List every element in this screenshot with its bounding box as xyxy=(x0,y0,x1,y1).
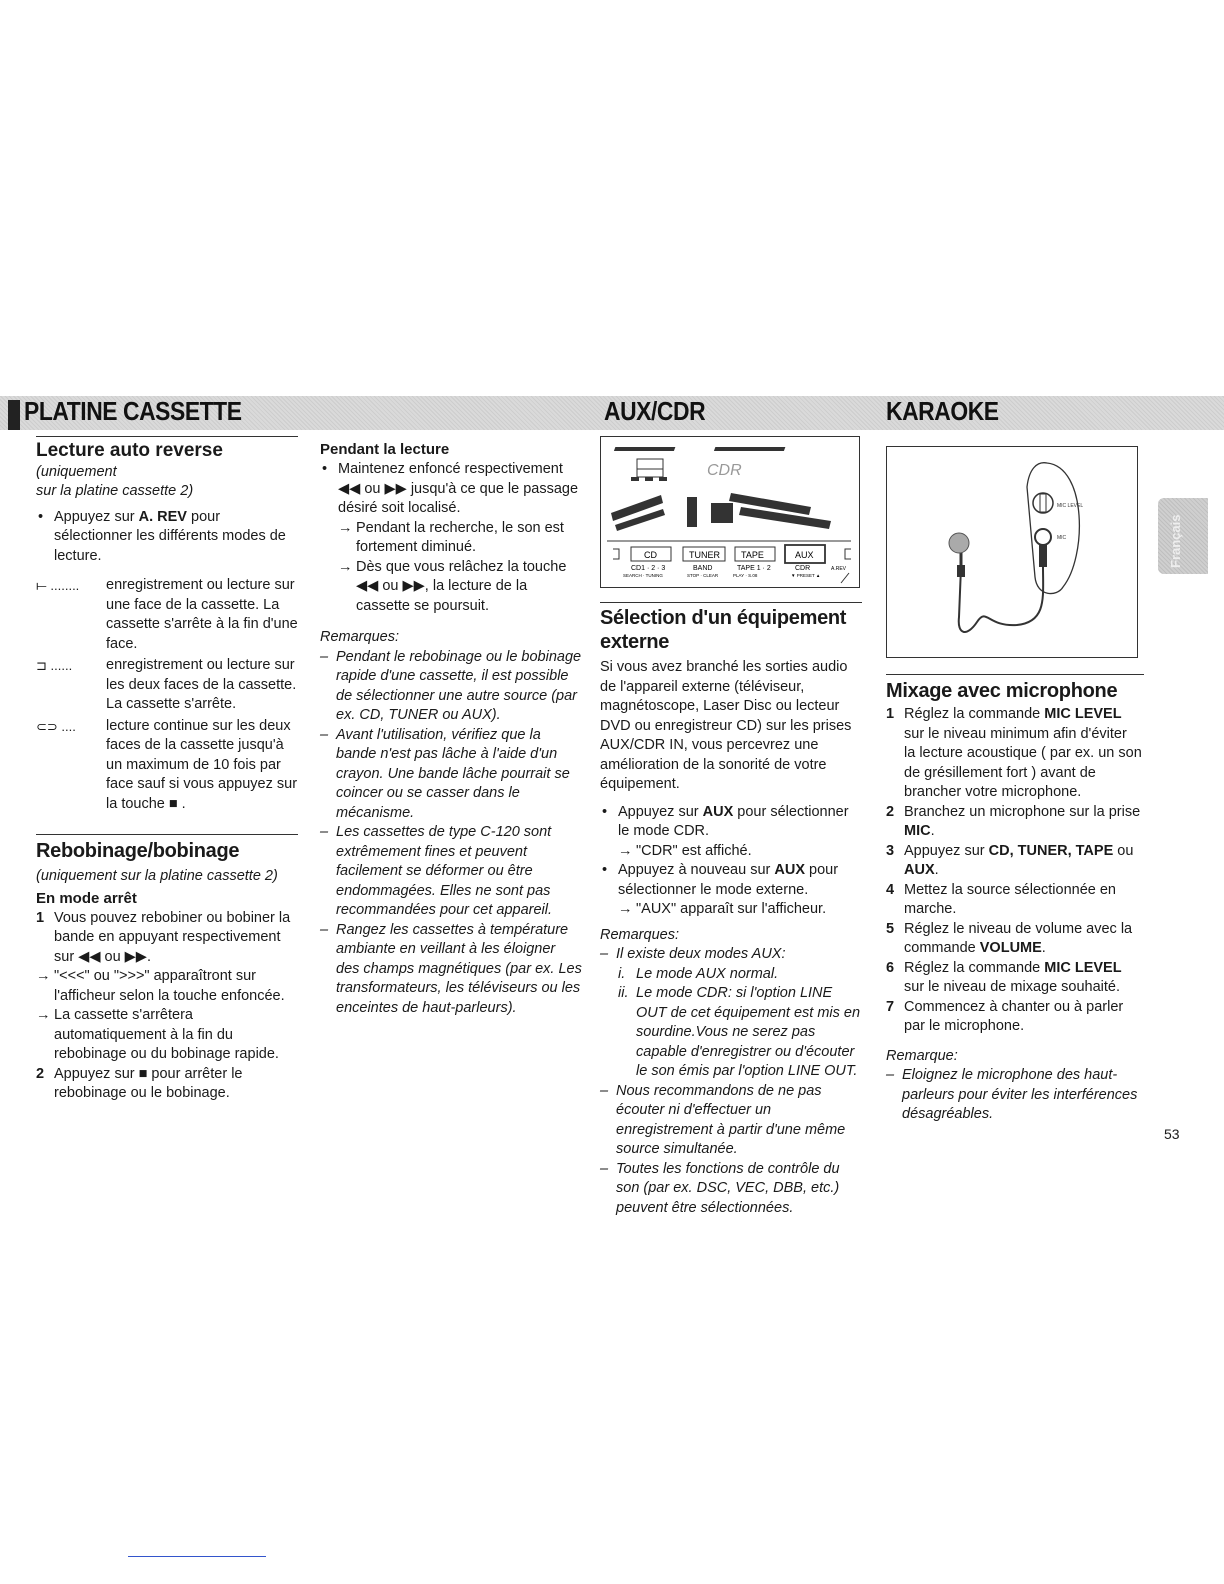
language-tab xyxy=(1158,498,1208,574)
list-item: • Maintenez enfoncé respectivement ◀◀ ou ▶▶ jusqu'à ce que le passage désiré soit localisé. xyxy=(320,460,582,519)
microphone-head-icon xyxy=(949,533,969,553)
list-item: 1 Vous pouvez rebobiner ou bobiner la bande en appuyant respectivement sur ◀◀ ou ▶▶. xyxy=(36,909,291,965)
list-item: – Les cassettes de type C-120 sont extrêmement fines et peuvent facilement se déformer ou être endommagées. Elles ne sont pas recommandées pour cet appareil. xyxy=(320,823,582,921)
display-illustration xyxy=(600,436,860,588)
external-intro: Si vous avez branché les sorties audio de l'appareil externe (téléviseur, magnétoscope, Laser Disc ou lecteur DVD ou enregistreur CD) sur les prises AUX/CDR IN, vous percevrez une amélioration de la sonorité de votre équipement. xyxy=(600,659,852,792)
list-item: – Il existe deux modes AUX: xyxy=(600,945,862,965)
display-search-label: SEARCH · TUNING xyxy=(623,573,663,578)
list-item: – Pendant le rebobinage ou le bobinage rapide d'une cassette, il est possible de sélectionner une autre source (par ex. CD, TUNER ou AUX). xyxy=(320,648,582,726)
display-cd123-label: CD1 · 2 · 3 xyxy=(631,565,666,572)
divider xyxy=(36,436,298,437)
mic-jack-icon xyxy=(1035,529,1051,545)
list-item: • Appuyez sur A. REV pour sélectionner les différents modes de lecture. xyxy=(36,508,298,567)
arrow-right-icon: → xyxy=(338,558,353,575)
list-item: → Dès que vous relâchez la touche ◀◀ ou ▶▶, la lecture de la cassette se poursuit. xyxy=(338,558,567,614)
list-item: 2 Branchez un microphone sur la prise MIC. xyxy=(886,803,1141,839)
list-item: → La cassette s'arrêtera automatiquement à la fin du rebobinage ou du bobinage rapide. xyxy=(36,1007,279,1062)
display-preset-label: ▼ PRESET ▲ xyxy=(791,573,821,578)
header-corner-mark xyxy=(8,400,20,430)
microphone-svg xyxy=(887,447,1136,656)
display-tape-label: TAPE xyxy=(741,550,764,560)
display-screen-text: CDR xyxy=(707,462,742,479)
heading-playing: Pendant la lecture xyxy=(320,441,450,458)
list-item: • Appuyez à nouveau sur AUX pour sélectionner le mode externe. xyxy=(600,861,862,900)
language-tab-label: Français xyxy=(1168,514,1183,568)
auto-reverse-note: (uniquement xyxy=(36,463,117,480)
list-item: 5 Réglez le niveau de volume avec la commande VOLUME. xyxy=(886,920,1133,956)
list-item: ii. Le mode CDR: si l'option LINE OUT de cet équipement est mis en sourdine.Vous ne serez pas capable d'enregistrer ou d'écouter le son émis par l'option LINE OUT. xyxy=(618,985,861,1079)
list-item: → Pendant la recherche, le son est fortement diminué. xyxy=(338,519,564,555)
display-panel-svg xyxy=(601,437,858,586)
display-band-label: BAND xyxy=(693,565,713,572)
arrow-right-icon: → xyxy=(338,519,353,536)
mode-two-faces: ⊐ ...... enregistrement ou lecture sur les deux faces de la cassette. La cassette s'arrête. xyxy=(36,656,298,715)
arrow-right-icon: → xyxy=(618,842,633,859)
fig-mic-label: MIC xyxy=(1057,535,1067,541)
column-playing xyxy=(320,436,582,1018)
arrow-right-icon: → xyxy=(36,1007,51,1023)
list-item: • Appuyez sur AUX pour sélectionner le mode CDR. xyxy=(600,803,862,842)
display-tuner-label: TUNER xyxy=(689,550,720,560)
list-item: 2 Appuyez sur ■ pour arrêter le rebobinage ou le bobinage. xyxy=(36,1065,243,1101)
display-arev-label: A.REV xyxy=(831,566,847,572)
list-item: → "CDR" est affiché. xyxy=(600,842,862,862)
divider xyxy=(600,602,862,603)
mode-one-face: ⟝ ........ enregistrement ou lecture sur une face de la cassette. La cassette s'arrête à la fin d'une face. xyxy=(36,576,298,654)
column-aux-cdr xyxy=(600,436,862,1218)
display-cd-label: CD xyxy=(644,550,657,560)
list-item: → "<<<" ou ">>>" apparaîtront sur l'afficheur selon la touche enfoncée. xyxy=(36,968,285,1004)
divider xyxy=(36,834,298,835)
section-title-aux-cdr: AUX/CDR xyxy=(604,396,706,426)
list-item: → "AUX" apparaît sur l'afficheur. xyxy=(600,900,862,920)
display-stop-label: STOP · CLEAR xyxy=(687,573,719,578)
display-cdr-label: CDR xyxy=(795,565,811,572)
footer-link-line xyxy=(128,1556,266,1557)
list-item: – Nous recommandons de ne pas écouter ni d'effectuer un enregistrement à partir d'une même source simultanée. xyxy=(600,1082,862,1160)
divider xyxy=(886,674,1144,675)
display-aux-label: AUX xyxy=(795,550,814,560)
section-title-karaoke: KARAOKE xyxy=(886,396,999,426)
list-item: – Toutes les fonctions de contrôle du son (par ex. DSC, VEC, DBB, etc.) peuvent être sélectionnées. xyxy=(600,1160,862,1219)
remark-label: Remarque: xyxy=(886,1047,958,1064)
section-title-platine-cassette: PLATINE CASSETTE xyxy=(24,396,242,426)
remarks-label: Remarques: xyxy=(600,926,679,943)
list-item: 6 Réglez la commande MIC LEVEL sur le niveau de mixage souhaité. xyxy=(886,959,1122,995)
microphone-illustration xyxy=(886,446,1138,658)
display-play-label: PLAY · S.08 xyxy=(733,573,758,578)
list-item: – Avant l'utilisation, vérifiez que la bande n'est pas lâche à l'aide d'un crayon. Une bande lâche pourrait se coincer ou se casser dans le mécanisme. xyxy=(320,726,582,824)
mode-continuous: ⊂⊃ .... lecture continue sur les deux faces de la cassette jusqu'à un maximum de 10 fois par face sauf si vous appuyez sur la touche ■ . xyxy=(36,717,298,815)
heading-external-selection: Sélection d'un équipement externe xyxy=(600,607,847,653)
rewind-note: (uniquement sur la platine cassette 2) xyxy=(36,868,278,884)
one-side-icon: ⟝ ........ xyxy=(36,578,80,593)
page-number: 53 xyxy=(1164,1126,1180,1142)
heading-mic-mixing: Mixage avec microphone xyxy=(886,680,1118,702)
heading-stop-mode: En mode arrêt xyxy=(36,889,137,907)
list-item: 7 Commencez à chanter ou à parler par le microphone. xyxy=(886,998,1124,1034)
list-item: 1 Réglez la commande MIC LEVEL sur le niveau minimum afin d'éviter la lecture acoustique ( par ex. un son de grésillement fort ) avant de brancher votre microphone. xyxy=(886,706,1142,800)
list-item: – Eloignez le microphone des haut-parleurs pour éviter les interférences désagréables. xyxy=(886,1066,1142,1125)
list-item: 4 Mettez la source sélectionnée en marche. xyxy=(886,881,1116,917)
continuous-icon: ⊂⊃ .... xyxy=(36,718,76,734)
display-tape12-label: TAPE 1 · 2 xyxy=(737,565,771,572)
list-item: – Rangez les cassettes à température ambiante en veillant à les éloigner des champs magnétiques (par ex. Les transformateurs, les téléviseurs ou les enceintes de haut-parleurs). xyxy=(320,921,582,1019)
arrow-right-icon: → xyxy=(618,901,633,917)
auto-reverse-note-2: sur la platine cassette 2) xyxy=(36,483,194,499)
heading-rewind: Rebobinage/bobinage xyxy=(36,840,240,862)
remarks-label: Remarques: xyxy=(320,629,399,645)
heading-auto-reverse: Lecture auto reverse xyxy=(36,440,223,461)
mic-level-knob-icon xyxy=(1033,493,1053,513)
arrow-right-icon: → xyxy=(36,968,51,984)
column-karaoke xyxy=(886,436,1142,1125)
column-cassette-auto-reverse xyxy=(36,436,298,1104)
fig-mic-level-label: MIC LEVEL xyxy=(1057,503,1084,509)
list-item: 3 Appuyez sur CD, TUNER, TAPE ou AUX. xyxy=(886,842,1134,878)
two-sides-icon: ⊐ ...... xyxy=(36,658,73,673)
list-item: i. Le mode AUX normal. xyxy=(618,965,779,982)
